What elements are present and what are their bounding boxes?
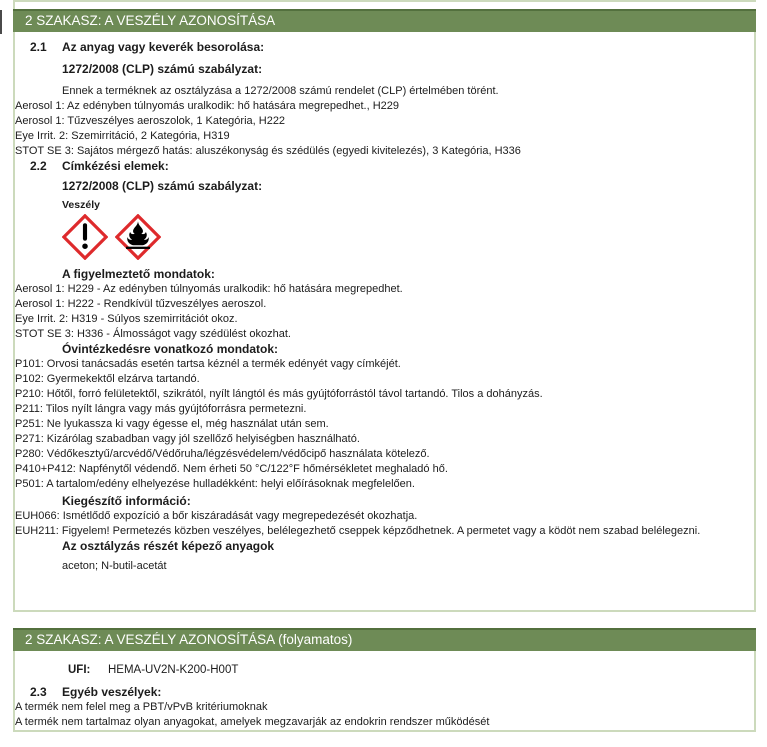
ufi-row [15, 663, 754, 678]
hazard-statements-list [15, 282, 754, 342]
previous-section-divider [13, 0, 756, 2]
supplemental-statement: EUH066: Ismétlődő expozíció a bőr kiszáradását vagy megrepedezését okozhatja. [15, 510, 418, 522]
flame-icon [115, 214, 161, 260]
subsection-2-2-title: Címkézési elemek: [62, 159, 169, 173]
other-hazard-line: A termék nem tartalmaz olyan anyagokat, amelyek megzavarják az endokrin rendszer működését [15, 716, 490, 728]
section-2-continued-header: 2 SZAKASZ: A VESZÉLY AZONOSÍTÁSA (folyamatos) [13, 628, 756, 651]
ufi-value: HEMA-UV2N-K200-H00T [108, 664, 239, 676]
precautionary-statement: P271: Kizárólag szabadban vagy jól szellőző helyiségben használható. [15, 433, 360, 445]
hazard-statement: STOT SE 3: H336 - Álmosságot vagy szédülést okozhat. [15, 328, 291, 340]
precautionary-statement: P410+P412: Napfénytől védendő. Nem érheti 50 °C/122°F hőmérsékletet meghaladó hő. [15, 463, 448, 475]
subsection-2-2-heading-row [15, 159, 754, 174]
subsection-2-3-heading-row [15, 685, 754, 700]
other-hazards-list [15, 700, 754, 730]
page-frame-left-border [13, 0, 15, 9]
other-hazard-line: A termék nem felel meg a PBT/vPvB kritériumoknak [15, 701, 268, 713]
classification-list [15, 99, 754, 159]
precautionary-statement: P101: Orvosi tanácsadás esetén tartsa kéznél a termék edényét vagy címkéjét. [15, 358, 401, 370]
precautionary-statement: P210: Hőtől, forró felületektől, szikrától, nyílt lángtól és más gyújtóforrástól távol tartandó. Tilos a dohányzás. [15, 388, 543, 400]
hazard-statement: Eye Irrit. 2: H319 - Súlyos szemirritációt okoz. [15, 313, 238, 325]
supplemental-statement: EUH211: Figyelem! Permetezés közben veszélyes, belélegezhető cseppek képződhetnek. A permetet vagy a ködöt nem szabad belélegezni. [15, 525, 701, 537]
classification-substances-heading: Az osztályzás részét képező anyagok [62, 539, 275, 553]
clp-regulation-heading-2: 1272/2008 (CLP) számú szabályzat: [62, 179, 263, 193]
subsection-2-1-title: Az anyag vagy keverék besorolása: [62, 40, 265, 54]
subsection-2-3-title: Egyéb veszélyek: [62, 685, 162, 699]
page-edge-artifact [0, 10, 2, 34]
section-2-continued-body [13, 651, 756, 732]
classification-intro: Ennek a terméknek az osztályzása a 1272/2008 számú rendelet (CLP) értelmében törént. [62, 85, 499, 97]
classification-line: Aerosol 1: Az edényben túlnyomás uralkodik: hő hatására megrepedhet., H229 [15, 100, 400, 112]
section-2-box [13, 9, 756, 612]
precautionary-statement: P102: Gyermekektől elzárva tartandó. [15, 373, 200, 385]
subsection-number: 2.1 [30, 40, 47, 54]
hazard-statements-heading: A figyelmeztető mondatok: [62, 267, 215, 281]
supplemental-info-list [15, 509, 754, 539]
precautionary-statements-list [15, 357, 754, 492]
precautionary-statement: P251: Ne lyukassza ki vagy égesse el, még használat után sem. [15, 418, 329, 430]
precautionary-statement: P501: A tartalom/edény elhelyezése hulladékként: helyi előírásoknak megfelelően. [15, 478, 415, 490]
subsection-2-1-heading-row [15, 40, 754, 55]
classification-line: Eye Irrit. 2: Szemirritáció, 2 Kategória, H319 [15, 130, 230, 142]
precautionary-statement: P211: Tilos nyílt lángra vagy más gyújtóforrásra permetezni. [15, 403, 307, 415]
section-2-header: 2 SZAKASZ: A VESZÉLY AZONOSÍTÁSA [13, 9, 756, 32]
classification-substances: aceton; N-butil-acetát [62, 560, 167, 572]
clp-regulation-heading: 1272/2008 (CLP) számú szabályzat: [62, 62, 263, 76]
classification-line: STOT SE 3: Sajátos mérgező hatás: aluszékonyság és szédülés (egyedi kivitelezés), 3 Kategória, H336 [15, 145, 521, 157]
exclamation-mark-icon [62, 214, 108, 260]
section-2-body [13, 32, 756, 612]
ghs-pictogram-row [15, 214, 754, 260]
section-2-continued-box [13, 628, 756, 732]
precautionary-statements-heading: Óvintézkedésre vonatkozó mondatok: [62, 342, 279, 356]
subsection-number: 2.3 [30, 685, 47, 699]
precautionary-statement: P280: Védőkesztyű/arcvédő/Védőruha/légzésvédelem/védőcipő használata kötelező. [15, 448, 430, 460]
signal-word: Veszély [62, 199, 100, 211]
classification-line: Aerosol 1: Tűzveszélyes aeroszolok, 1 Kategória, H222 [15, 115, 286, 127]
ufi-label: UFI: [68, 664, 91, 676]
hazard-statement: Aerosol 1: H229 - Az edényben túlnyomás uralkodik: hő hatására megrepedhet. [15, 283, 403, 295]
hazard-statement: Aerosol 1: H222 - Rendkívül tűzveszélyes aeroszol. [15, 298, 267, 310]
supplemental-info-heading: Kiegészítő információ: [62, 494, 191, 508]
subsection-number: 2.2 [30, 159, 47, 173]
